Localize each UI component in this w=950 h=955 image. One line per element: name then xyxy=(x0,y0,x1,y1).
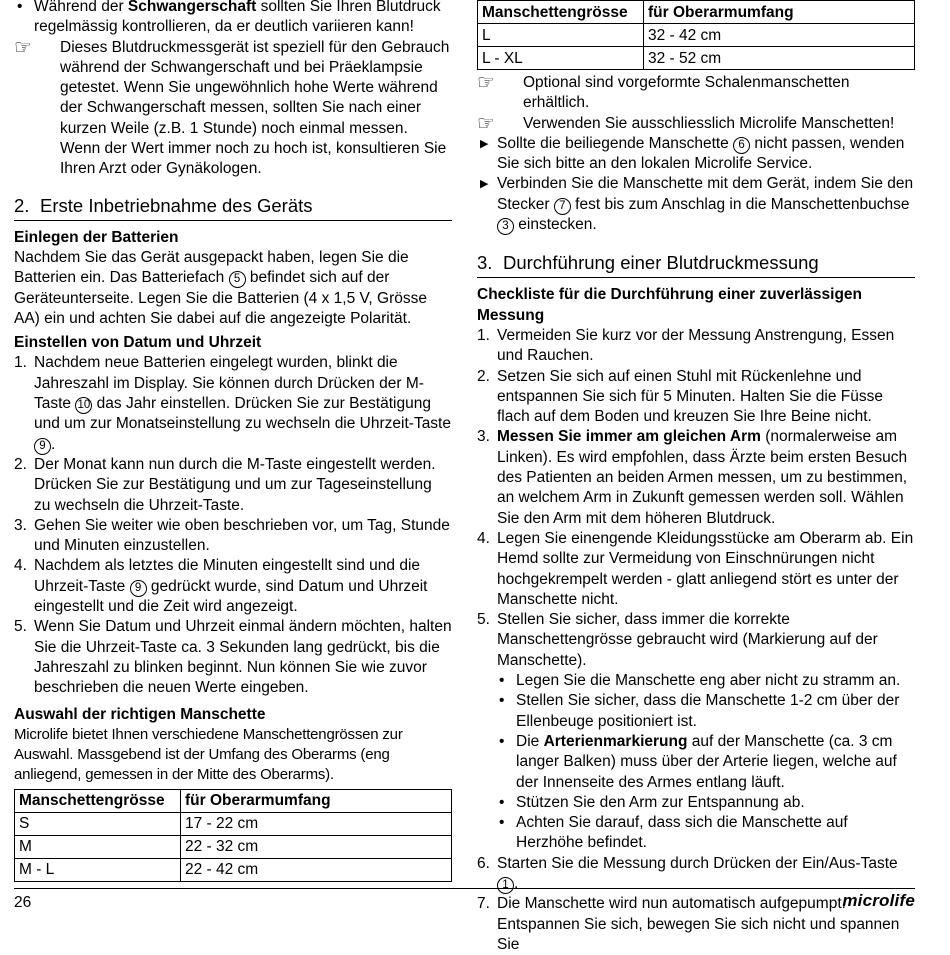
sub-list-item xyxy=(477,793,915,813)
column-header: für Oberarmumfang xyxy=(181,789,452,812)
note-text: Verwenden Sie ausschliesslich Microlife Manschetten! xyxy=(523,114,895,132)
list-item xyxy=(14,455,452,516)
text: Die Manschette wird nun automatisch aufgepumpt. Entspannen Sie sich, bewegen Sie sich nicht und spannen Sie xyxy=(497,895,900,953)
text: Die xyxy=(516,732,544,750)
sub-list-item xyxy=(477,691,915,732)
table-row xyxy=(478,47,915,70)
batteries-text xyxy=(14,248,452,329)
table-cell: 17 - 22 cm xyxy=(181,812,452,835)
item-number: 2. xyxy=(477,367,490,385)
footer-divider xyxy=(14,888,915,889)
text: das Jahr einstellen. Drücken Sie zur Bestätigung und um zur Monatseinstellung zu wechseln die Uhrzeit-Taste xyxy=(34,395,451,433)
circled-number: 9 xyxy=(130,580,147,597)
text: befindet sich auf der Geräteunterseite. Legen Sie die Batterien (4 x 1,5 V, Grösse AA) ein und achten Sie dabei auf die angezeigte Polarität. xyxy=(14,269,428,327)
bold-text: Messen Sie immer am gleichen Arm xyxy=(497,428,761,446)
table-cell: 22 - 32 cm xyxy=(181,835,452,858)
text: . xyxy=(514,874,519,892)
note-text: Optional sind vorgeformte Schalenmanschetten erhältlich. xyxy=(523,74,850,112)
section-heading-3 xyxy=(477,251,915,278)
item-number: 2. xyxy=(14,455,27,473)
text: gedrückt wurde, sind Datum und Uhrzeit eingestellt und die Zeit wird angezeigt. xyxy=(34,577,428,616)
text: fest bis zum Anschlag in die Manschettenbuchse xyxy=(570,195,910,213)
text: Legen Sie die Manschette eng aber nicht zu stramm an. xyxy=(516,672,901,690)
section-heading-2 xyxy=(14,194,452,221)
item-number: 4. xyxy=(477,529,490,547)
item-number: 1. xyxy=(14,354,27,372)
text: Während der xyxy=(34,0,128,15)
cuff-size-table xyxy=(14,789,452,882)
table-cell: 32 - 52 cm xyxy=(644,47,915,70)
list-item xyxy=(14,617,452,698)
cuff-size-table-continued xyxy=(477,0,915,70)
table-row xyxy=(15,835,452,858)
sub-list-item xyxy=(477,813,915,854)
circled-number: 1 xyxy=(497,877,514,894)
item-number: 5. xyxy=(14,618,27,636)
circled-number: 9 xyxy=(34,438,51,455)
text: Starten Sie die Messung durch Drücken der Ein/Aus-Taste xyxy=(497,854,898,872)
text: Stellen Sie sicher, dass die Manschette 1-2 cm über der Ellenbeuge positioniert ist. xyxy=(516,692,900,730)
arrow-item xyxy=(477,134,915,175)
table-cell: L - XL xyxy=(478,47,644,70)
text: Nachdem Sie das Gerät ausgepackt haben, legen Sie die Batterien ein. Das Batteriefach xyxy=(14,248,409,287)
circled-number: 10 xyxy=(75,397,92,414)
circled-number: 7 xyxy=(554,198,571,215)
pointing-hand-icon: ☞ xyxy=(477,112,495,135)
text: Vermeiden Sie kurz vor der Messung Anstrengung, Essen und Rauchen. xyxy=(497,326,895,365)
bullet-symbol: • xyxy=(499,732,505,750)
circled-number: 6 xyxy=(733,137,750,154)
text: Sollte die beiliegende Manschette xyxy=(497,134,734,152)
text: Der Monat kann nun durch die M-Taste eingestellt werden. Drücken Sie zur Bestätigung und um zur Tageseinstellung zu wechseln die Uhrzeit-Taste. xyxy=(34,455,436,514)
arrow-bullet-icon: ▶ xyxy=(480,178,489,191)
text: (normalerweise am Linken). Es wird empfohlen, dass Ärzte beim ersten Besuch des Patienten an beiden Armen messen, um zu bestimmen, an welchem Arm in Zukunft gemessen werden soll. Wählen Sie den Arm mit dem höheren Blutdruck. xyxy=(497,428,908,527)
table-cell: M - L xyxy=(15,858,181,881)
table-cell: 22 - 42 cm xyxy=(181,858,452,881)
item-number: 1. xyxy=(477,326,490,344)
arrow-item xyxy=(477,174,915,235)
list-item xyxy=(477,610,915,671)
item-number: 7. xyxy=(477,895,490,913)
table-cell: 32 - 42 cm xyxy=(644,24,915,47)
datetime-heading: Einstellen von Datum und Uhrzeit xyxy=(14,334,262,352)
note-microlife-only xyxy=(477,114,915,134)
list-item xyxy=(477,427,915,528)
section-number: 3. xyxy=(477,252,493,274)
section-title: Erste Inbetriebnahme des Geräts xyxy=(40,194,313,216)
circled-number: 5 xyxy=(229,271,246,288)
cuff-heading: Auswahl der richtigen Manschette xyxy=(14,705,266,723)
table-row xyxy=(15,812,452,835)
pregnancy-bullet xyxy=(14,0,452,38)
item-number: 3. xyxy=(477,428,490,446)
list-item xyxy=(477,367,915,428)
left-column xyxy=(14,0,452,882)
table-cell: L xyxy=(478,24,644,47)
bullet-symbol: • xyxy=(499,814,505,832)
checklist-heading: Checkliste für die Durchführung einer zuverlässigen Messung xyxy=(477,286,863,324)
section-title: Durchführung einer Blutdruckmessung xyxy=(503,252,819,274)
bold-text: Arterienmarkierung xyxy=(543,732,688,750)
item-number: 5. xyxy=(477,611,490,629)
pointing-hand-icon: ☞ xyxy=(14,36,32,59)
text: Wenn Sie Datum und Uhrzeit einmal ändern möchten, halten Sie die Uhrzeit-Taste ca. 3 Sekunden lang gedrückt, bis die Jahreszahl zu blinken beginnt. Nun können Sie wie zuvor beschrieben die neuen Werte eingeben. xyxy=(34,618,452,697)
bold-text: Schwangerschaft xyxy=(127,0,257,15)
table-header-row xyxy=(15,789,452,812)
table-row xyxy=(478,24,915,47)
sub-list-item xyxy=(477,732,915,793)
list-item xyxy=(14,516,452,557)
text: Setzen Sie sich auf einen Stuhl mit Rückenlehne und entspannen Sie sich für 5 Minuten. Halten Sie die Füsse flach auf dem Boden und kreuzen Sie Ihre Beine nicht. xyxy=(497,367,884,426)
text: . xyxy=(51,435,56,453)
pregnancy-note xyxy=(14,38,452,180)
bullet-symbol: • xyxy=(499,692,505,710)
table-cell: M xyxy=(15,835,181,858)
text: Gehen Sie weiter wie oben beschrieben vor, um Tag, Stunde und Minuten einzustellen. xyxy=(34,516,450,555)
text: Verbinden Sie die Manschette mit dem Gerät, indem Sie den Stecker xyxy=(497,175,914,213)
list-item xyxy=(477,529,915,610)
note-text: Dieses Blutdruckmessgerät ist speziell für den Gebrauch während der Schwangerschaft und bei Präeklampsie getestet. Wenn Sie ungewöhnlich hohe Werte während der Schwangerschaft messen, sollten Sie nach einer kurzen Weile (z.B. 1 Stunde) noch einmal messen. Wenn der Wert immer noch zu hoch ist, konsultieren Sie Ihren Arzt oder Gynäkologen. xyxy=(60,38,450,178)
table-row xyxy=(15,858,452,881)
pointing-hand-icon: ☞ xyxy=(477,72,495,94)
column-header: Manschettengrösse xyxy=(15,789,181,812)
text: einstecken. xyxy=(514,216,597,234)
text: nicht passen, wenden Sie sich bitte an den lokalen Microlife Service. xyxy=(497,134,905,173)
note-shell-cuffs xyxy=(477,73,915,114)
text: Nachdem als letztes die Minuten eingestellt sind und die Uhrzeit-Taste xyxy=(34,557,421,595)
cuff-text: Microlife bietet Ihnen verschiedene Manschettengrössen zur Auswahl. Massgebend ist der Umfang des Oberarms (eng anliegend, gemessen in der Mitte des Oberarms). xyxy=(14,725,403,784)
text: Nachdem neue Batterien eingelegt wurden, blinkt die Jahreszahl im Display. Sie können durch Drücken der M-Taste xyxy=(34,354,424,413)
circled-number: 3 xyxy=(497,218,514,235)
bullet-symbol: • xyxy=(499,672,505,690)
item-number: 6. xyxy=(477,854,490,872)
text: Legen Sie einengende Kleidungsstücke am Oberarm ab. Ein Hemd sollte zur Vermeidung von Einschnürungen nicht hochgekrempelt werden - glatt anliegend stört es unter der Manschette nicht. xyxy=(497,529,914,608)
batteries-heading: Einlegen der Batterien xyxy=(14,228,179,246)
table-cell: S xyxy=(15,812,181,835)
column-header: für Oberarmumfang xyxy=(644,1,915,24)
arrow-bullet-icon: ▶ xyxy=(480,137,489,150)
microlife-logo: microlife xyxy=(842,891,915,910)
item-number: 4. xyxy=(14,557,27,575)
item-number: 3. xyxy=(14,516,27,534)
text: Achten Sie darauf, dass sich die Manschette auf Herzhöhe befindet. xyxy=(516,814,848,852)
sub-list-item xyxy=(477,671,915,691)
text: sollten Sie Ihren Blutdruck regelmässig kontrollieren, da er deutlich variieren kann! xyxy=(34,0,441,36)
page-number: 26 xyxy=(14,894,32,911)
text: auf der Manschette (ca. 3 cm langer Balken) muss über der Arterie liegen, welche auf der Innenseite des Armes entlang läuft. xyxy=(516,732,897,791)
bullet-symbol: • xyxy=(17,0,23,15)
list-item xyxy=(14,556,452,617)
bullet-symbol: • xyxy=(499,793,505,811)
column-header: Manschettengrösse xyxy=(478,1,644,24)
table-header-row xyxy=(478,1,915,24)
list-item xyxy=(477,326,915,367)
text: Stellen Sie sicher, dass immer die korrekte Manschettengrösse gebraucht wird (Markierung auf der Manschette). xyxy=(497,611,878,669)
text: Stützen Sie den Arm zur Entspannung ab. xyxy=(516,793,805,811)
right-column xyxy=(477,0,915,955)
section-number: 2. xyxy=(14,194,30,216)
list-item xyxy=(14,353,452,454)
